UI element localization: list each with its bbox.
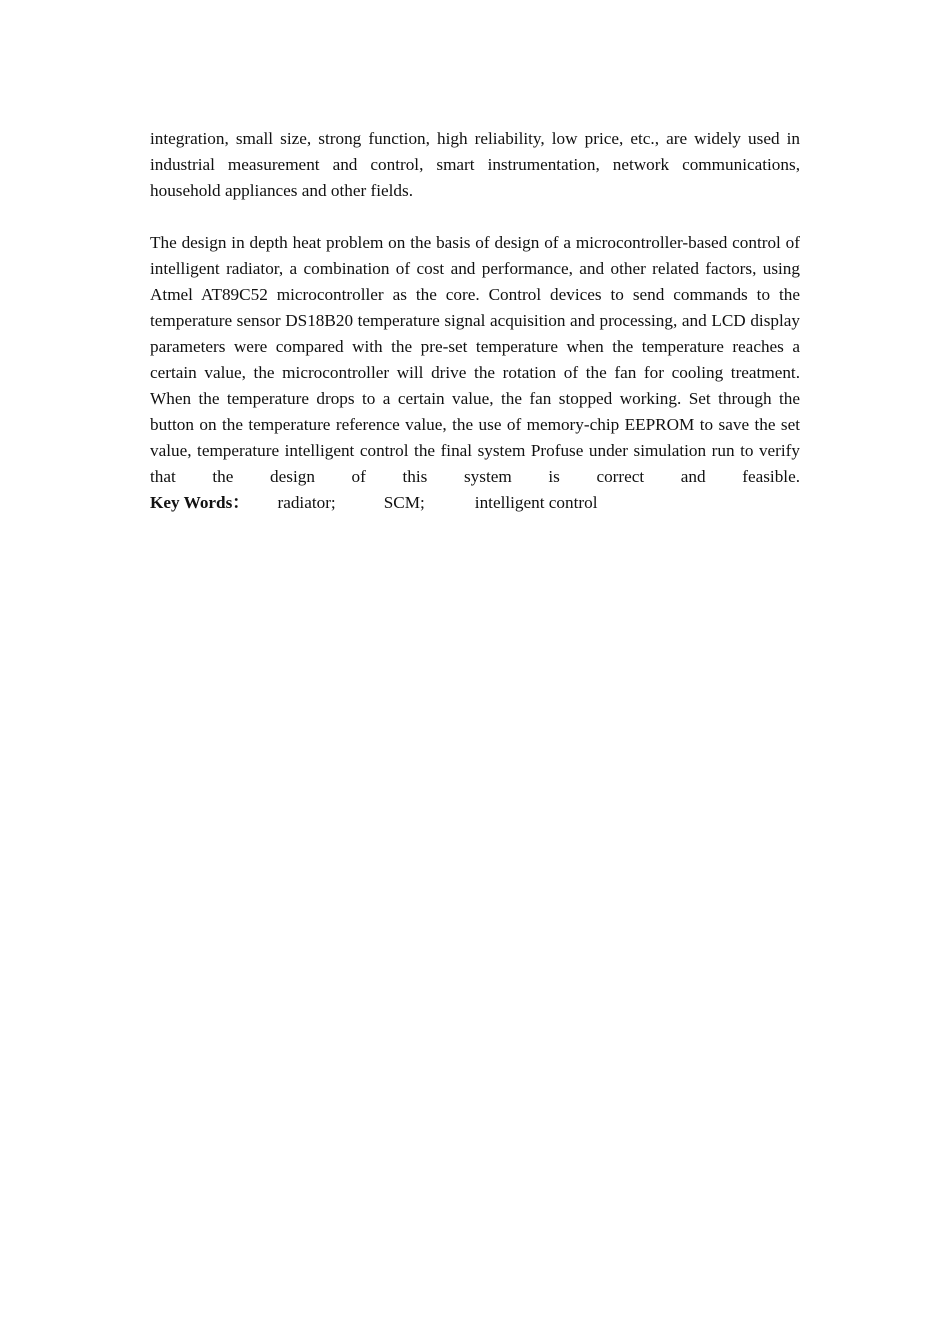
paragraph-intro-continuation: integration, small size, strong function, high reliability, low price, etc., are widely used in industrial measurement and control, smart instrumentation, network communications, household appliances and other fields. (150, 129, 800, 200)
keyword-item: radiator; (277, 493, 336, 512)
keyword-item: SCM; (383, 493, 425, 512)
paragraph-design-description: The design in depth heat problem on the basis of design of a microcontroller-based control of intelligent radiator, a combination of cost and performance, and other related factors, using Atmel AT89C52 microcontroller as the core. Control devices to send commands to the temperature sensor DS18B20 temperature signal acquisition and processing, and LCD display parameters were compared with the pre-set temperature when the temperature reaches a certain value, the microcontroller will drive the rotation of the fan for cooling treatment. When the temperature drops to a certain value, the fan stopped working. Set through the button on the temperature reference value, the use of memory-chip EEPROM to save the set value, temperature intelligent control the final system Profuse under simulation run to verify that the design of this system is correct and feasible. (150, 233, 800, 486)
keywords-label: Key Words： (150, 493, 250, 512)
abstract-body (150, 126, 800, 516)
keywords-line (150, 490, 800, 516)
keyword-item: intelligent control (474, 493, 598, 512)
